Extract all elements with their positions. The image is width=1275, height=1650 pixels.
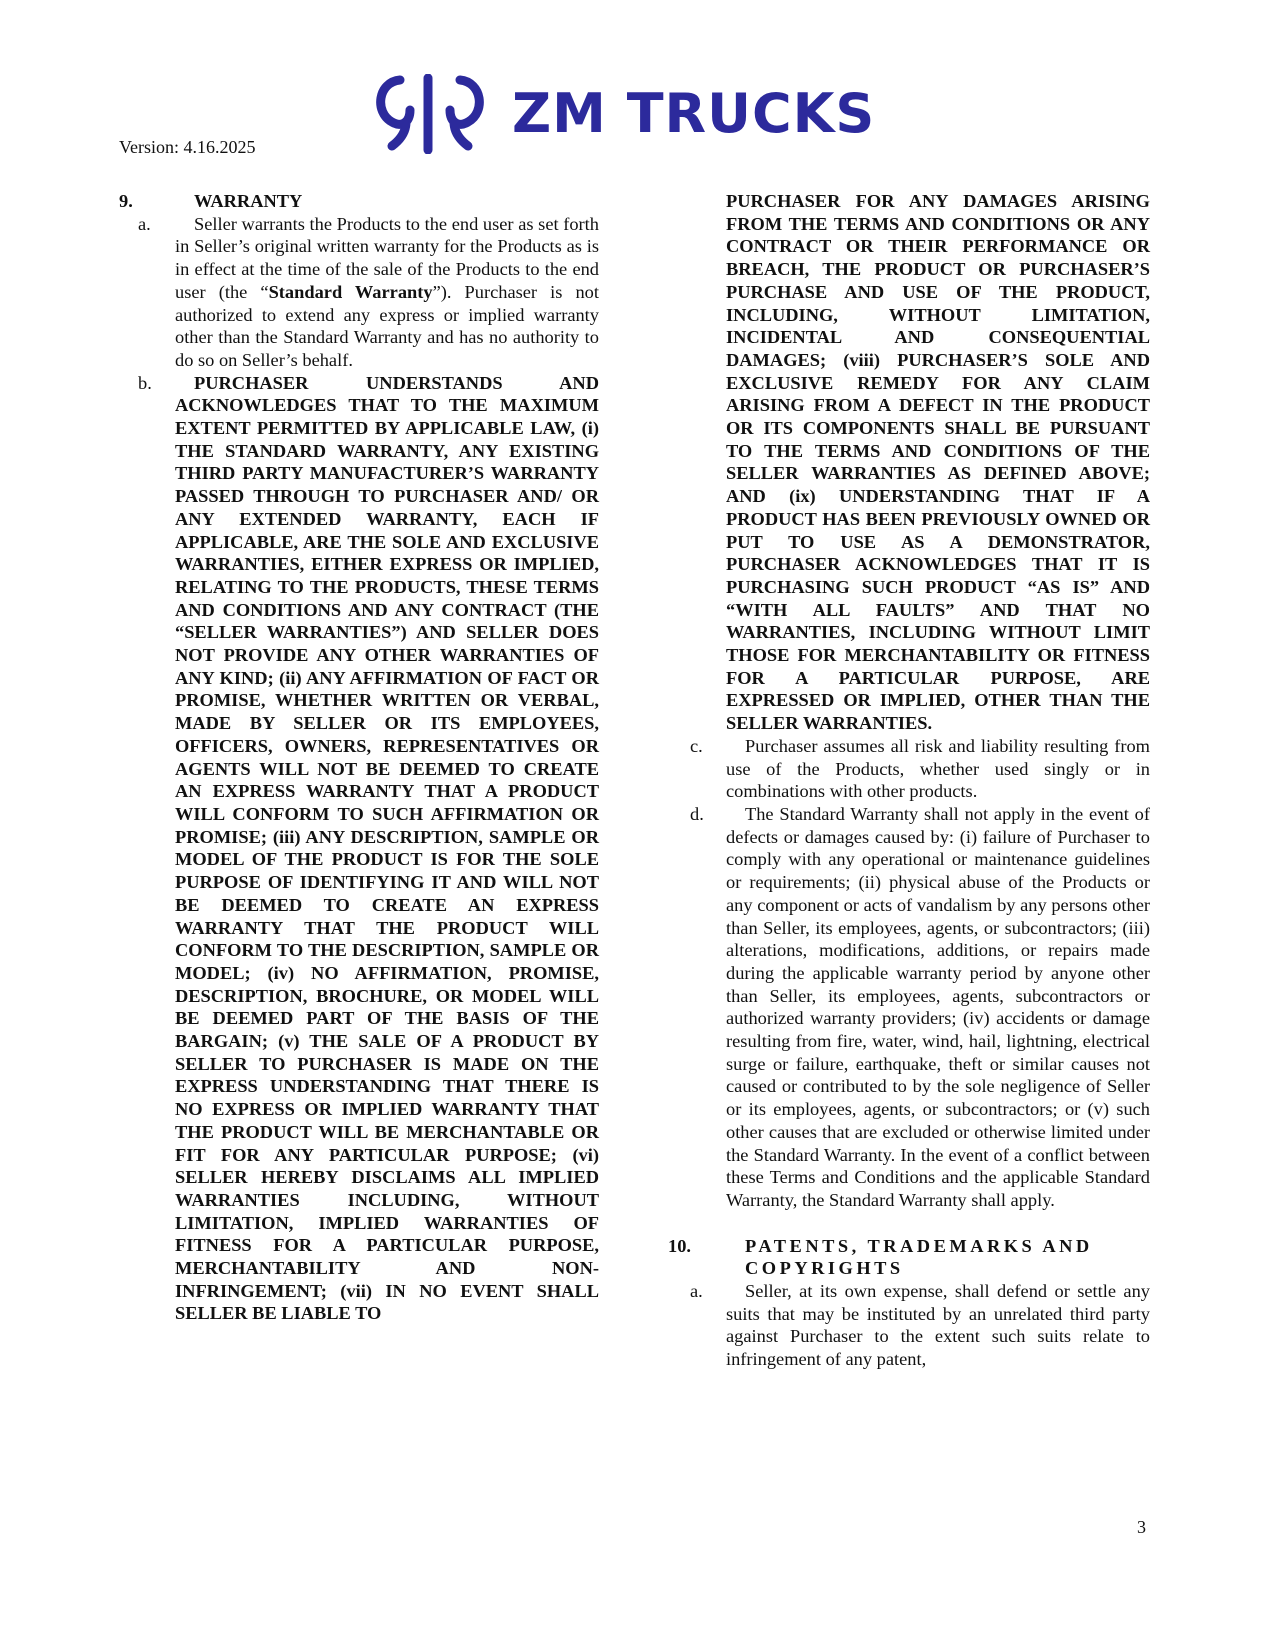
logo-mark-icon bbox=[370, 74, 490, 154]
item-text: Purchaser assumes all risk and liability resulting from use of the Products, whether used singly or in combinations with other products. bbox=[726, 735, 1150, 802]
company-logo bbox=[370, 74, 875, 154]
item-letter: a. bbox=[690, 1281, 703, 1302]
item-letter: c. bbox=[690, 735, 703, 756]
section-title: WARRANTY bbox=[194, 191, 303, 211]
item-text: The Standard Warranty shall not apply in the event of defects or damages caused by: (i) failure of Purchaser to comply with any operational or maintenance guidelines or requirements; (ii) physical abuse of the Products or any component or acts of vandalism by any persons other than Seller, its employees, agents, or subcontractors; (iii) alterations, modifications, additions, or repairs made during the applicable warranty period by anyone other than Seller, its employees, agents, subcontractors or authorized warranty providers; (iv) accidents or damage resulting from fire, water, wind, hail, lightning, electrical surge or failure, earthquake, theft or similar causes not caused or contributed to by the sole negligence of Seller or its employees, agents, or subcontractors; or (v) such other causes that are excluded or otherwise limited under the Standard Warranty. In the event of a conflict between these Terms and Conditions and the applicable Standard Warranty, the Standard Warranty shall apply. bbox=[726, 803, 1150, 1210]
item-text-continued: PURCHASER FOR ANY DAMAGES ARISING FROM THE TERMS AND CONDITIONS OR ANY CONTRACT OR THEIR PERFORMANCE OR BREACH, THE PRODUCT OR PURCHASER’S PURCHASE AND USE OF THE PRODUCT, INCLUDING, WITHOUT LIMITATION, INCIDENTAL AND CONSEQUENTIAL DAMAGES; (viii) PURCHASER’S SOLE AND EXCLUSIVE REMEDY FOR ANY CLAIM ARISING FROM A DEFECT IN THE PRODUCT OR ITS COMPONENTS SHALL BE PURSUANT TO THE TERMS AND CONDITIONS OF THE SELLER WARRANTIES AS DEFINED ABOVE; AND (ix) UNDERSTANDING THAT IF A PRODUCT HAS BEEN PREVIOUSLY OWNED OR PUT TO USE AS A DEMONSTRATOR, PURCHASER ACKNOWLEDGES THAT IT IS PURCHASING SUCH PRODUCT “AS IS” AND “WITH ALL FAULTS” AND THAT NO WARRANTIES, INCLUDING WITHOUT LIMIT THOSE FOR MERCHANTABILITY OR FITNESS FOR A PARTICULAR PURPOSE, ARE EXPRESSED OR IMPLIED, OTHER THAN THE SELLER WARRANTIES. bbox=[726, 191, 1150, 734]
section-number: 9. bbox=[119, 191, 133, 211]
item-letter: a. bbox=[138, 213, 151, 234]
section-heading-patents bbox=[668, 1235, 1150, 1280]
list-item bbox=[668, 735, 1150, 803]
item-text: PURCHASER UNDERSTANDS AND ACKNOWLEDGES THAT TO THE MAXIMUM EXTENT PERMITTED BY APPLICABLE LAW, (i) THE STANDARD WARRANTY, ANY EXISTING THIRD PARTY MANUFACTURER’S WARRANTY PASSED THROUGH TO PURCHASER AND/ OR ANY EXTENDED WARRANTY, EACH IF APPLICABLE, ARE THE SOLE AND EXCLUSIVE WARRANTIES, EITHER EXPRESS OR IMPLIED, RELATING TO THE PRODUCTS, THESE TERMS AND CONDITIONS AND ANY CONTRACT (THE “SELLER WARRANTIES”) AND SELLER DOES NOT PROVIDE ANY OTHER WARRANTIES OF ANY KIND; (ii) ANY AFFIRMATION OF FACT OR PROMISE, WHETHER WRITTEN OR VERBAL, MADE BY SELLER OR ITS EMPLOYEES, OFFICERS, OWNERS, REPRESENTATIVES OR AGENTS WILL NOT BE DEEMED TO CREATE AN EXPRESS WARRANTY THAT A PRODUCT WILL CONFORM TO SUCH AFFIRMATION OR PROMISE; (iii) ANY DESCRIPTION, SAMPLE OR MODEL OF THE PRODUCT IS FOR THE SOLE PURPOSE OF IDENTIFYING IT AND WILL NOT BE DEEMED TO CREATE AN EXPRESS WARRANTY THAT THE PRODUCT WILL CONFORM TO THE DESCRIPTION, SAMPLE OR MODEL; (iv) NO AFFIRMATION, PROMISE, DESCRIPTION, BROCHURE, OR MODEL WILL BE DEEMED PART OF THE BASIS OF THE BARGAIN; (v) THE SALE OF A PRODUCT BY SELLER TO PURCHASER IS MADE ON THE EXPRESS UNDERSTANDING THAT THERE IS NO EXPRESS OR IMPLIED WARRANTY THAT THE PRODUCT WILL BE MERCHANTABLE OR FIT FOR ANY PARTICULAR PURPOSE; (vi) SELLER HEREBY DISCLAIMS ALL IMPLIED WARRANTIES INCLUDING, WITHOUT LIMITATION, IMPLIED WARRANTIES OF FITNESS FOR A PARTICULAR PURPOSE, MERCHANTABILITY AND NON-INFRINGEMENT; (vii) IN NO EVENT SHALL SELLER BE LIABLE TO bbox=[175, 372, 599, 1324]
page-number: 3 bbox=[1137, 1517, 1146, 1537]
list-item bbox=[119, 372, 599, 1326]
section-heading-warranty bbox=[119, 190, 599, 213]
logo-wordmark: ZM TRUCKS bbox=[512, 82, 876, 145]
section-title: PATENTS, TRADEMARKS AND COPYRIGHTS bbox=[745, 1235, 1093, 1279]
list-item bbox=[668, 1280, 1150, 1371]
spacer bbox=[668, 1212, 1150, 1235]
page-header bbox=[0, 0, 1275, 180]
list-item bbox=[668, 803, 1150, 1212]
item-text bbox=[175, 213, 599, 372]
item-text-part: ”). Purchaser is not authorized to extend any express or implied warranty other than the Standard Warranty and has no authority to do so on Seller’s behalf. bbox=[175, 281, 599, 370]
section-number: 10. bbox=[668, 1235, 691, 1256]
version-label: Version: 4.16.2025 bbox=[119, 137, 256, 157]
list-item bbox=[119, 213, 599, 372]
item-letter: b. bbox=[138, 372, 152, 393]
item-text: Seller, at its own expense, shall defend or settle any suits that may be instituted by an unrelated third party against Purchaser to the extent such suits relate to infringement of any patent, bbox=[726, 1281, 1150, 1370]
defined-term: Standard Warranty bbox=[268, 281, 433, 302]
item-letter: d. bbox=[690, 803, 704, 824]
right-column bbox=[668, 190, 1150, 1371]
item-text-part: Seller warrants the Products to the end user as set forth in Seller’s original written warranty for the Products as is in effect at the time of the sale of the Products to the end user (the “ bbox=[175, 213, 599, 302]
left-column bbox=[119, 190, 599, 1325]
